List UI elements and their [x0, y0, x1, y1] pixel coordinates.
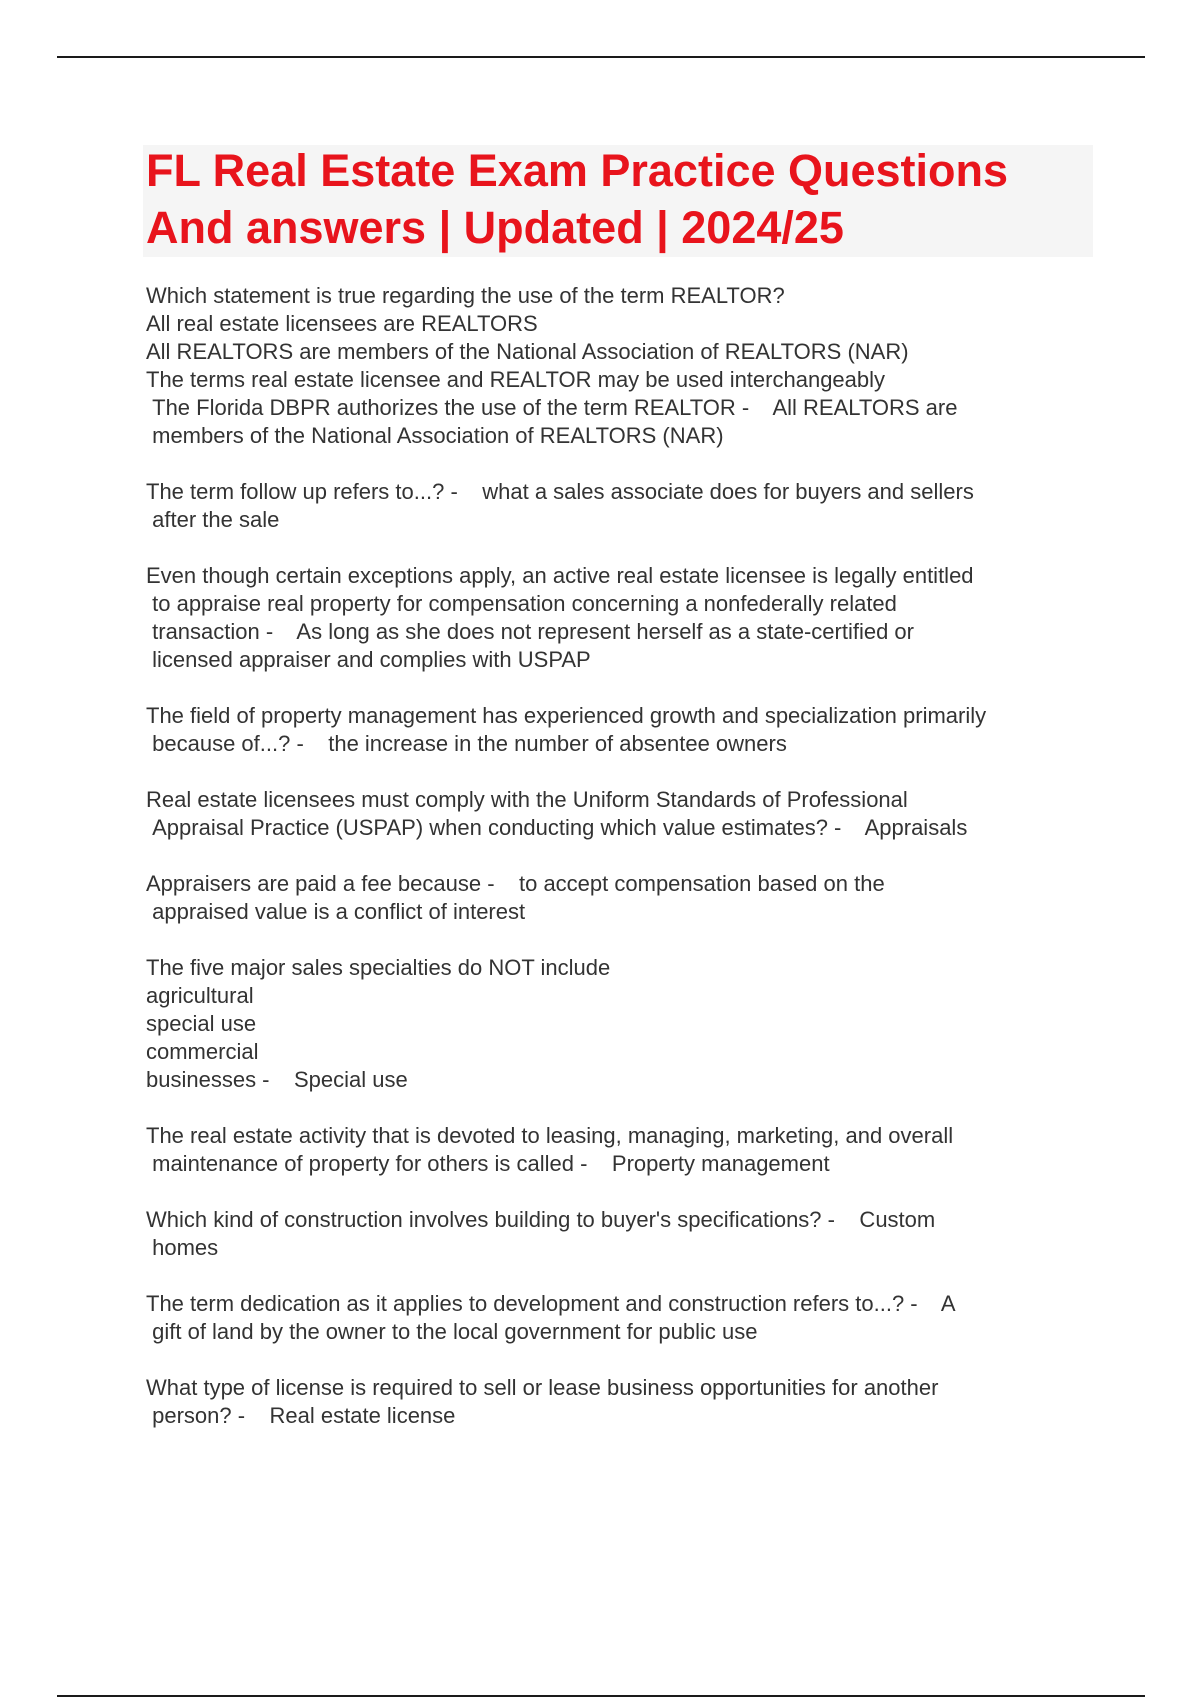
qa-line: Even though certain exceptions apply, an active real estate licensee is legally entitled	[146, 563, 974, 588]
qa-item	[146, 1290, 1096, 1346]
qa-line: after the sale	[146, 507, 280, 532]
qa-line: homes	[146, 1235, 219, 1260]
qa-line: The term dedication as it applies to development and construction refers to...? - A	[146, 1291, 956, 1316]
qa-line: The five major sales specialties do NOT include	[146, 955, 611, 980]
qa-item	[146, 1374, 1096, 1430]
qa-line: appraised value is a conflict of interest	[146, 899, 526, 924]
qa-line: because of...? - the increase in the number of absentee owners	[146, 731, 787, 756]
qa-line: Which kind of construction involves building to buyer's specifications? - Custom	[146, 1207, 936, 1232]
document-body	[146, 282, 1096, 1458]
qa-line: businesses - Special use	[146, 1067, 408, 1092]
qa-line: special use	[146, 1011, 257, 1036]
qa-line: What type of license is required to sell or lease business opportunities for another	[146, 1375, 939, 1400]
qa-line: Appraisers are paid a fee because - to accept compensation based on the	[146, 871, 885, 896]
qa-line: All REALTORS are members of the National Association of REALTORS (NAR)	[146, 339, 909, 364]
qa-item	[146, 702, 1096, 758]
qa-line: gift of land by the owner to the local government for public use	[146, 1319, 758, 1344]
qa-item	[146, 870, 1096, 926]
qa-item	[146, 786, 1096, 842]
qa-line: person? - Real estate license	[146, 1403, 456, 1428]
qa-item	[146, 1122, 1096, 1178]
qa-line: The term follow up refers to...? - what a sales associate does for buyers and sellers	[146, 479, 974, 504]
qa-line: Appraisal Practice (USPAP) when conducting which value estimates? - Appraisals	[146, 815, 968, 840]
qa-line: agricultural	[146, 983, 254, 1008]
qa-line: The real estate activity that is devoted to leasing, managing, marketing, and overall	[146, 1123, 954, 1148]
qa-line: The terms real estate licensee and REALTOR may be used interchangeably	[146, 367, 886, 392]
qa-item	[146, 282, 1096, 450]
qa-line: licensed appraiser and complies with USPAP	[146, 647, 591, 672]
qa-line: members of the National Association of REALTORS (NAR)	[146, 423, 724, 448]
qa-item	[146, 562, 1096, 674]
qa-line: Real estate licensees must comply with the Uniform Standards of Professional	[146, 787, 908, 812]
qa-line: The Florida DBPR authorizes the use of the term REALTOR - All REALTORS are	[146, 395, 958, 420]
qa-item	[146, 478, 1096, 534]
qa-item	[146, 954, 1096, 1094]
qa-line: commercial	[146, 1039, 259, 1064]
qa-line: The field of property management has experienced growth and specialization primarily	[146, 703, 987, 728]
qa-line: to appraise real property for compensation concerning a nonfederally related	[146, 591, 897, 616]
document-title: FL Real Estate Exam Practice Questions And answers | Updated | 2024/25	[146, 145, 1009, 253]
footer-rule	[57, 1695, 1145, 1697]
qa-line: transaction - As long as she does not represent herself as a state-certified or	[146, 619, 914, 644]
qa-line: Which statement is true regarding the use of the term REALTOR?	[146, 283, 785, 308]
qa-line: maintenance of property for others is called - Property management	[146, 1151, 830, 1176]
qa-line: All real estate licensees are REALTORS	[146, 311, 538, 336]
header-rule	[57, 56, 1145, 58]
qa-item	[146, 1206, 1096, 1262]
